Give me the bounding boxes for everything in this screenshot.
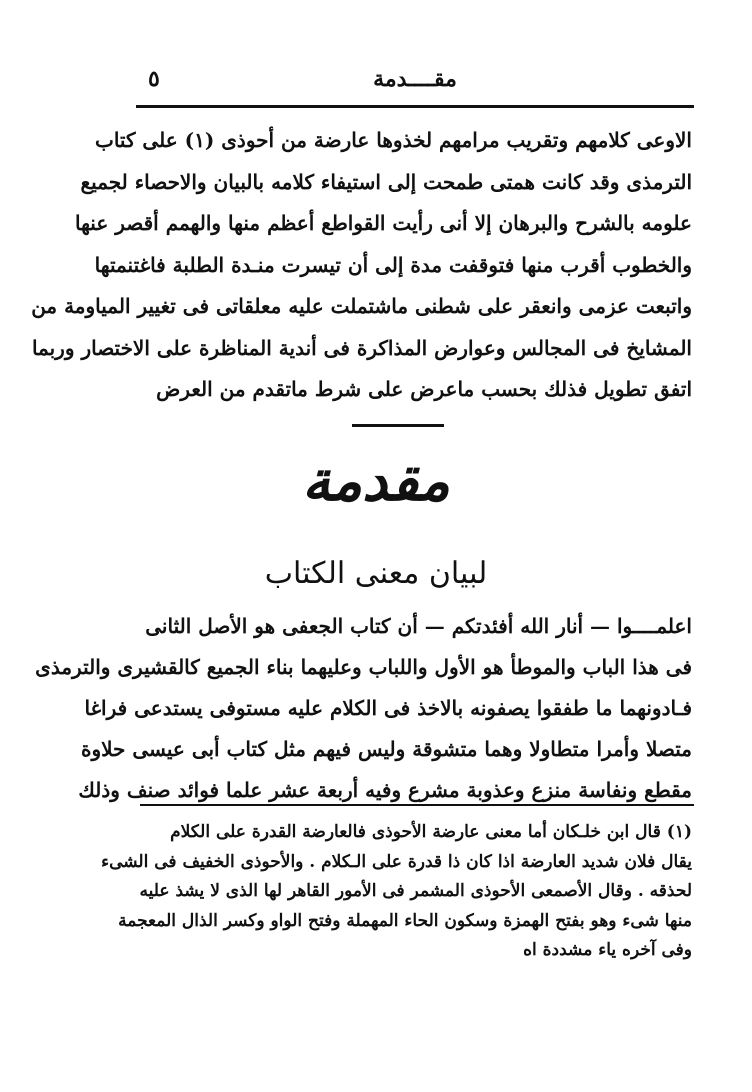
footnote-line: لحذقه . وقال الأصمعى الأحوذى المشمر فى الأمور القاهر لها الذى لا يشذ عليه (139, 881, 692, 901)
header-title: مقــــدمة (373, 66, 457, 92)
section-heading: مقدمة (302, 448, 450, 514)
page-number: ٥ (148, 66, 160, 92)
footnote-line: وفى آخره ياء مشددة اه (523, 940, 692, 960)
body-line: والخطوب أقرب منها فتوقفت مدة إلى أن تيسرت منـدة الطلبة فاغتنمتها (94, 252, 692, 277)
body-line: الاوعى كلامهم وتقريب مرامهم لخذوها عارضة من أحوذى (١) على كتاب (94, 128, 692, 152)
section-divider (352, 424, 444, 427)
section-line: فى هذا الباب والموطأ هو الأول واللباب وعليهما بناء الجميع كالقشيرى والترمذى (35, 655, 692, 679)
section-line: متصلا وأمرا متطاولا وهما متشوقة وليس فيهم مثل كتاب أبى عيسى حلاوة (80, 737, 692, 761)
body-line: علومه بالشرح والبرهان إلا أنى رأيت القواطع أعظم منها والهمم أقصر عنها (74, 211, 692, 235)
footnote-line: منها شىء وهو بفتح الهمزة وسكون الحاء المهملة وفتح الواو وكسر الذال المعجمة (118, 910, 692, 931)
section-paragraph (35, 606, 692, 811)
running-header (138, 62, 692, 102)
header-rule (136, 105, 694, 108)
section-line: مقطع ونفاسة منزع وعذوبة مشرع وفيه أربعة عشر علما فوائد صنف وذلك (78, 778, 692, 802)
body-line: الترمذى وقد كانت همتى طمحت إلى استيفاء كلامه بالبيان والاحصاء لجميع (80, 169, 692, 194)
section-line: فـادونهما ما طفقوا يصفونه بالاخذ فى الكلام عليه مستوفى يستدعى فراغا (84, 696, 692, 720)
footnote-rule (140, 804, 694, 806)
body-line: المشايخ فى المجالس وعوارض المذاكرة فى أندية المناظرة على الاختصار وربما (31, 335, 692, 360)
footnote (101, 818, 692, 966)
section-line: اعلمــــوا — أنار الله أفئدتكم — أن كتاب الجعفى هو الأصل الثانى (145, 614, 692, 638)
section-subtitle: لبيان معنى الكتاب (264, 556, 488, 591)
footnote-line: يقال فلان شديد العارضة اذا كان ذا قدرة على الـكلام . والأحوذى الخفيف فى الشىء (101, 851, 692, 872)
body-paragraph (31, 120, 692, 411)
body-line: واتبعت عزمى وانعقر على شطنى ماشتملت عليه معلقاتى فى تغيير المياومة من (31, 294, 692, 318)
footnote-line: (١) قال ابن خلـكان أما معنى عارضة الأحوذى فالعارضة القدرة على الكلام (170, 822, 692, 842)
body-line: اتفق تطويل فذلك بحسب ماعرض على شرط ماتقدم من العرض (156, 377, 692, 401)
